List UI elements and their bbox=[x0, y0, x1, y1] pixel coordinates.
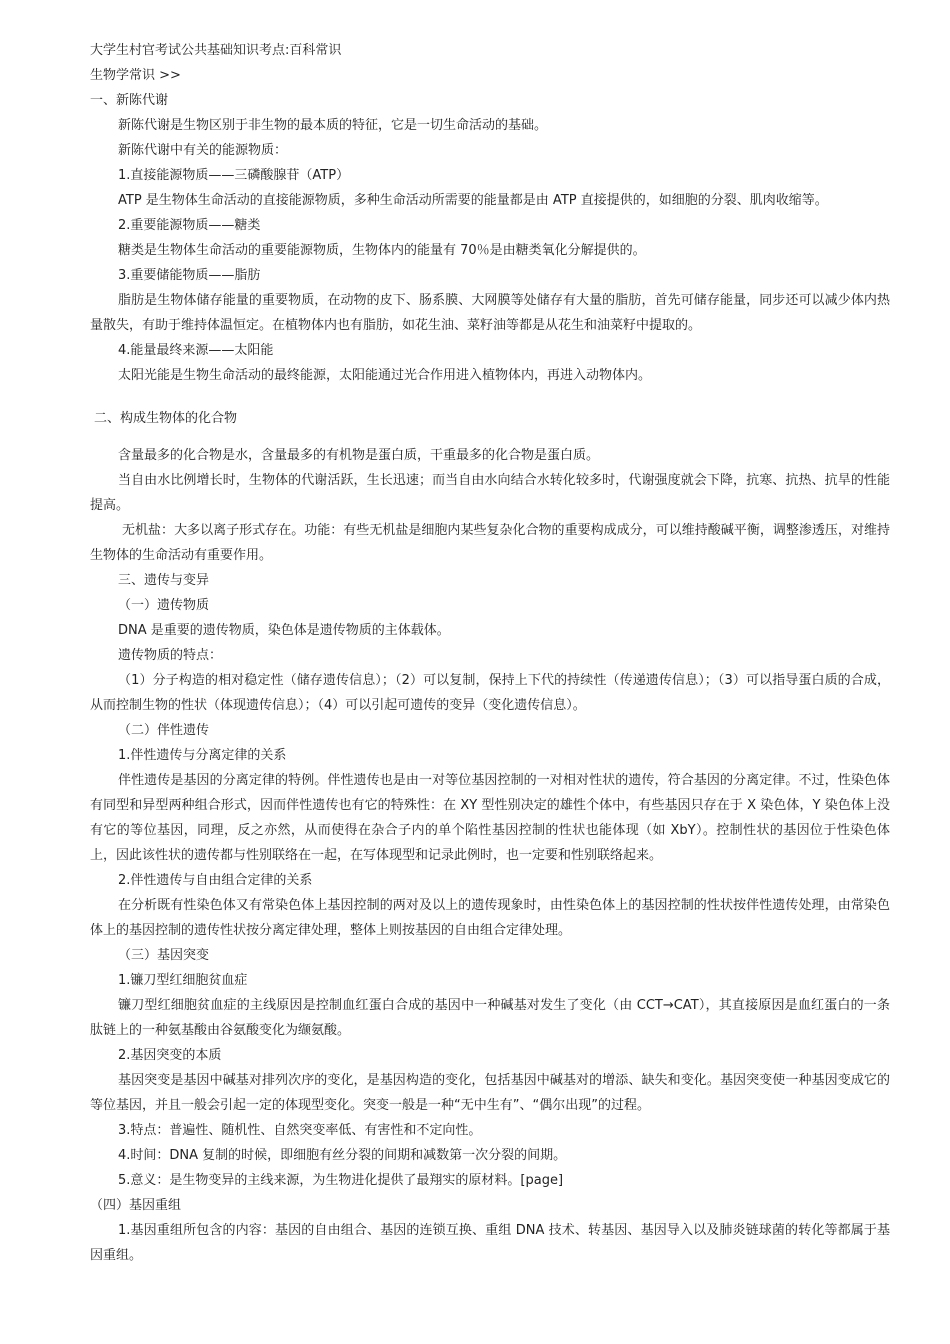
spacer bbox=[90, 431, 890, 443]
subsection-heading: （四）基因重组 bbox=[90, 1198, 182, 1213]
paragraph: 伴性遗传是基因的分离定律的特例。伴性遗传也是由一对等位基因控制的一对相对性状的遗传，符合基因的分离定律。不过，性染色体有同型和异型两种组合形式，因而伴性遗传也有它的特殊性：在 XY 型性别决定的雄性个体中，有些基因只存在于 X 染色体，Y 染色体上没有它的等位基因，同理，反之亦然，从而使得在杂合子内的单个陷性基因控制的性状也能体现（如 XbY）。控制性状的基因位于性染色体上，因此该性状的遗传都与性别联络在一起，在写体现型和记录此例时，也一定要和性别联络起来。 bbox=[90, 773, 890, 863]
section-heading-heredity: 三、遗传与变异 bbox=[118, 573, 210, 588]
document-title: 大学生村官考试公共基础知识考点:百科常识 bbox=[90, 43, 342, 58]
list-item: 4.时间：DNA 复制的时候，即细胞有丝分裂的间期和减数第一次分裂的间期。 bbox=[118, 1148, 567, 1163]
subsection-heading: （二）伴性遗传 bbox=[118, 723, 210, 738]
paragraph: 1.基因重组所包含的内容：基因的自由组合、基因的连锁互换、重组 DNA 技术、转基因、基因导入以及肺炎链球菌的转化等都属于基因重组。 bbox=[90, 1223, 890, 1263]
paragraph: 基因突变是基因中碱基对排列次序的变化，是基因构造的变化，包括基因中碱基对的增添、缺失和变化。基因突变使一种基因变成它的等位基因，并且一般会引起一定的体现型变化。突变一般是一种“无中生有”、“偶尔出现”的过程。 bbox=[90, 1073, 890, 1113]
subsection-heading: （一）遗传物质 bbox=[118, 598, 210, 613]
list-item-heading: 1.镰刀型红细胞贫血症 bbox=[118, 973, 248, 988]
paragraph: 脂肪是生物体储存能量的重要物质，在动物的皮下、肠系膜、大网膜等处储存有大量的脂肪，首先可储存能量，同步还可以减少体内热量散失，有助于维持体温恒定。在植物体内也有脂肪，如花生油、菜籽油等都是从花生和油菜籽中提取的。 bbox=[90, 293, 890, 333]
document-body bbox=[90, 38, 890, 1268]
paragraph: 无机盐：大多以离子形式存在。功能：有些无机盐是细胞内某些复杂化合物的重要构成成分，可以维持酸碱平衡，调整渗透压，对维持生物体的生命活动有重要作用。 bbox=[90, 523, 890, 563]
paragraph: 在分析既有性染色体又有常染色体上基因控制的两对及以上的遗传现象时，由性染色体上的基因控制的性状按伴性遗传处理，由常染色体上的基因控制的遗传性状按分离定律处理，整体上则按基因的自由组合定律处理。 bbox=[90, 898, 890, 938]
paragraph: 当自由水比例增长时，生物体的代谢活跃，生长迅速；而当自由水向结合水转化较多时，代谢强度就会下降，抗寒、抗热、抗旱的性能提高。 bbox=[90, 473, 890, 513]
paragraph: 镰刀型红细胞贫血症的主线原因是控制血红蛋白合成的基因中一种碱基对发生了变化（由 CCT→CAT），其直接原因是血红蛋白的一条肽链上的一种氨基酸由谷氨酸变化为缬氨酸。 bbox=[90, 998, 890, 1038]
list-item-heading: 2.基因突变的本质 bbox=[118, 1048, 222, 1063]
list-item-heading: 1.直接能源物质——三磷酸腺苷（ATP） bbox=[118, 168, 350, 183]
paragraph: 糖类是生物体生命活动的重要能源物质，生物体内的能量有 70％是由糖类氧化分解提供的。 bbox=[118, 243, 646, 258]
subsection-heading: （三）基因突变 bbox=[118, 948, 210, 963]
list-item: 3.特点：普遍性、随机性、自然突变率低、有害性和不定向性。 bbox=[118, 1123, 482, 1138]
paragraph: 新陈代谢中有关的能源物质： bbox=[118, 143, 288, 158]
section-heading-metabolism: 一、新陈代谢 bbox=[90, 93, 169, 108]
paragraph: DNA 是重要的遗传物质，染色体是遗传物质的主体载体。 bbox=[118, 623, 450, 638]
spacer bbox=[90, 388, 890, 406]
list-item-heading: 1.伴性遗传与分离定律的关系 bbox=[118, 748, 287, 763]
list-item-heading: 2.伴性遗传与自由组合定律的关系 bbox=[118, 873, 313, 888]
paragraph: 含量最多的化合物是水，含量最多的有机物是蛋白质，干重最多的化合物是蛋白质。 bbox=[118, 448, 600, 463]
paragraph: 太阳光能是生物生命活动的最终能源，太阳能通过光合作用进入植物体内，再进入动物体内。 bbox=[118, 368, 652, 383]
paragraph: 遗传物质的特点： bbox=[118, 648, 223, 663]
document-subtitle: 生物学常识 >> bbox=[90, 68, 181, 83]
paragraph: （1）分子构造的相对稳定性（储存遗传信息）；（2）可以复制，保持上下代的持续性（传递遗传信息）；（3）可以指导蛋白质的合成，从而控制生物的性状（体现遗传信息）；（4）可以引起可遗传的变异（变化遗传信息）。 bbox=[90, 673, 890, 713]
list-item-heading: 2.重要能源物质——糖类 bbox=[118, 218, 261, 233]
list-item-heading: 3.重要储能物质——脂肪 bbox=[118, 268, 261, 283]
list-item: 5.意义：是生物变异的主线来源，为生物进化提供了最翔实的原材料。[page] bbox=[118, 1173, 564, 1188]
paragraph: ATP 是生物体生命活动的直接能源物质，多种生命活动所需要的能量都是由 ATP 直接提供的，如细胞的分裂、肌肉收缩等。 bbox=[118, 193, 828, 208]
list-item-heading: 4.能量最终来源——太阳能 bbox=[118, 343, 274, 358]
paragraph: 新陈代谢是生物区别于非生物的最本质的特征，它是一切生命活动的基础。 bbox=[118, 118, 548, 133]
section-heading-compounds: 二、构成生物体的化合物 bbox=[94, 411, 238, 426]
